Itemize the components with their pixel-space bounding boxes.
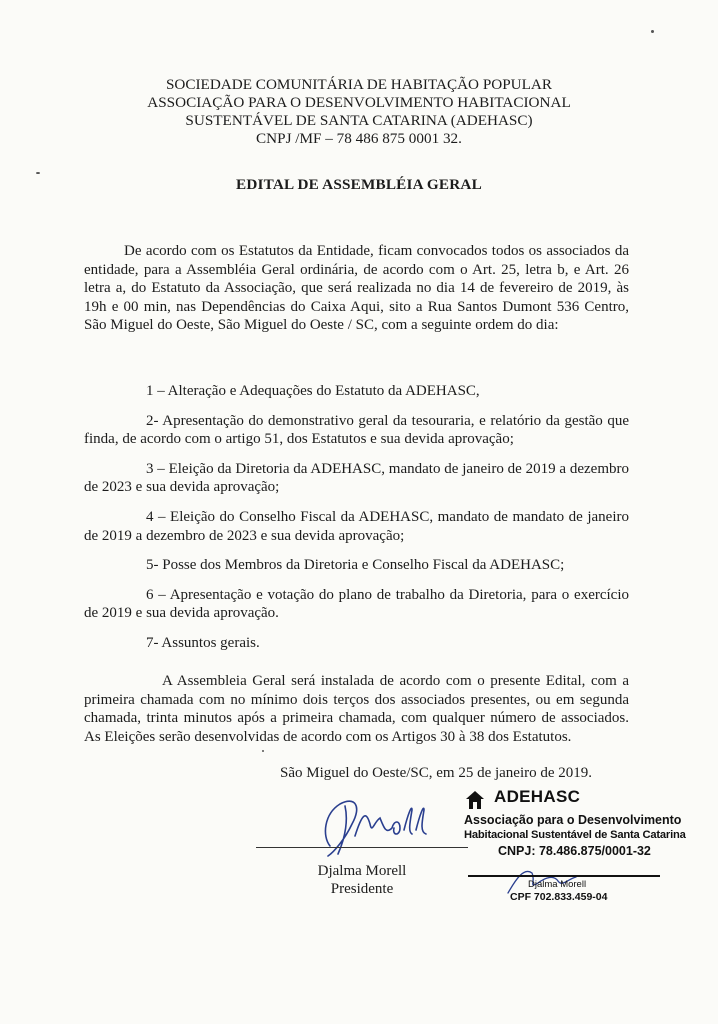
organization-header	[0, 76, 718, 148]
paper-speck	[36, 172, 40, 174]
agenda-list	[84, 382, 629, 664]
handwritten-signature	[300, 784, 440, 864]
closing-text: A Assembleia Geral será instalada de acordo com o presente Edital, com a primeira chamada com no mínimo dois terços dos associados presentes, ou em segunda chamada, trinta minutos após a primeira chamada, com qualquer número de associados. As Eleições serão desenvolvidas de acordo com os Artigos 30 à 38 dos Estatutos.	[84, 673, 629, 745]
closing-paragraph	[84, 672, 629, 746]
header-line-1: SOCIEDADE COMUNITÁRIA DE HABITAÇÃO POPULAR	[165, 76, 553, 93]
agenda-item-1: 1 – Alteração e Adequações do Estatuto da ADEHASC,	[146, 383, 480, 399]
signer-role: Presidente	[330, 881, 394, 897]
house-logo-icon	[464, 789, 486, 811]
agenda-item-6: 6 – Apresentação e votação do plano de trabalho da Diretoria, para o exercício de 2019 e sua devida aprovação.	[84, 586, 629, 622]
agenda-item-3: 3 – Eleição da Diretoria da ADEHASC, mandato de janeiro de 2019 a dezembro de 2023 e sua devida aprovação;	[84, 460, 629, 496]
signature-line	[256, 847, 468, 848]
stamp-cpf: CPF 702.833.459-04	[510, 891, 608, 903]
intro-text: De acordo com os Estatutos da Entidade, ficam convocados todos os associados da entidade, para a Assembléia Geral ordinária, de acordo com o Art. 25, letra b, e Art. 26 letra a, do Estatuto da Associação, que será realizada no dia 14 de fevereiro de 2019, às 19h e 00 min, nas Dependências do Caixa Aqui, sito a Rua Santos Dumont 536 Centro, São Miguel do Oeste, São Miguel do Oeste / SC, com a seguinte ordem do dia:	[84, 243, 629, 334]
stamp-cnpj: CNPJ: 78.486.875/0001-32	[498, 844, 651, 858]
document-title: EDITAL DE ASSEMBLÉIA GERAL	[236, 176, 482, 193]
header-cnpj: CNPJ /MF – 78 486 875 0001 32.	[256, 130, 462, 147]
paper-speck	[262, 750, 264, 752]
agenda-item-2: 2- Apresentação do demonstrativo geral da tesouraria, e relatório da gestão que finda, de acordo com o artigo 51, dos Estatutos e sua devida aprovação;	[84, 412, 629, 448]
intro-paragraph	[84, 242, 629, 335]
paper-speck	[651, 30, 654, 33]
stamp-line-2: Habitacional Sustentável de Santa Catarina	[464, 829, 686, 841]
stamp-line-1: Associação para o Desenvolvimento	[464, 813, 682, 827]
header-line-2: ASSOCIAÇÃO PARA O DESENVOLVIMENTO HABITACIONAL	[147, 94, 571, 111]
signer-name: Djalma Morell	[317, 863, 407, 879]
header-line-3: SUSTENTÁVEL DE SANTA CATARINA (ADEHASC)	[185, 112, 533, 129]
stamp-signer-name: Djalma Morell	[528, 879, 587, 890]
stamp-signature-line	[468, 875, 660, 877]
signer-block	[256, 862, 468, 898]
agenda-item-5: 5- Posse dos Membros da Diretoria e Conselho Fiscal da ADEHASC;	[146, 557, 565, 574]
date-line: São Miguel do Oeste/SC, em 25 de janeiro de 2019.	[280, 765, 593, 781]
stamp-org-name: ADEHASC	[494, 787, 581, 806]
agenda-item-7: 7- Assuntos gerais.	[146, 634, 260, 651]
agenda-item-4: 4 – Eleição do Conselho Fiscal da ADEHASC, mandato de mandato de janeiro de 2019 a dezembro de 2023 e sua devida aprovação;	[84, 508, 629, 544]
